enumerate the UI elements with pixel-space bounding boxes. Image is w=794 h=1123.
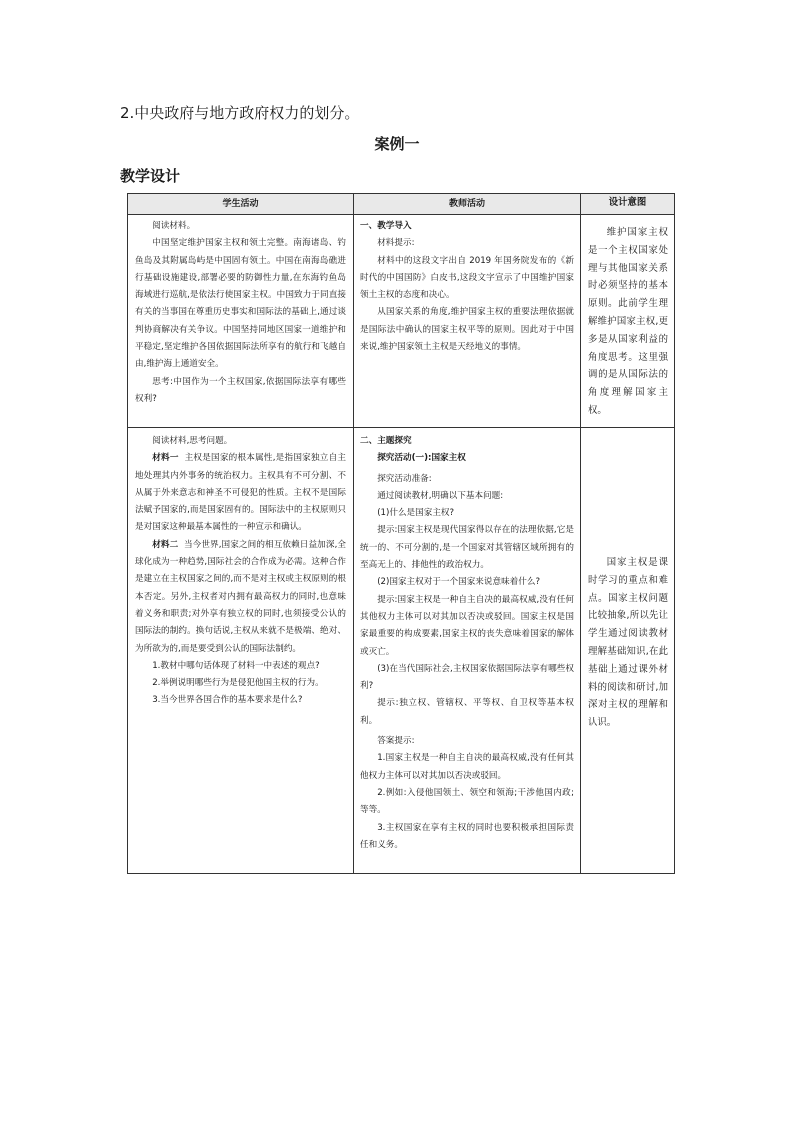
case-title: 案例一 bbox=[374, 135, 420, 153]
student-instruction: 阅读材料,思考问题。 bbox=[152, 436, 233, 446]
row2-student-cell bbox=[135, 433, 346, 871]
answer-2: 2.例如:入侵他国领土、领空和领海;干涉他国内政;等等。 bbox=[360, 787, 574, 816]
material-hint-text: 从国家关系的角度,维护国家主权的重要法理依据就是国际法中确认的国家主权平等的原则。因此对于中国来说,维护国家领土主权是天经地义的事情。 bbox=[360, 307, 574, 353]
student-instruction: 阅读材料。 bbox=[152, 221, 196, 231]
teacher-hint-1: 提示:国家主权是现代国家得以存在的法理依据,它是统一的、不可分割的,是一个国家对其管辖区域所拥有的至高无上的、排他性的政治权力。 bbox=[360, 525, 574, 571]
header-student-activity: 学生活动 bbox=[128, 194, 353, 214]
topic-inquiry-heading: 二、主题探究 bbox=[360, 436, 412, 446]
answer-1: 1.国家主权是一种自主自决的最高权威,没有任何其他权力主体可以对其加以否决或驳回。 bbox=[360, 753, 574, 781]
row1-intent-cell bbox=[588, 224, 668, 430]
row2-teacher-cell bbox=[360, 433, 574, 871]
page-heading: 2.中央政府与地方政府权力的划分。 bbox=[120, 104, 360, 122]
column-divider bbox=[353, 194, 354, 873]
design-intent-text: 维护国家主权是一个主权国家处理与其他国家关系时必须坚持的基本原则。此前学生理解维护国家主权,更多是从国家利益的角度思考。这里强调的是从国际法的角度理解国家主权。 bbox=[588, 227, 668, 416]
teaching-intro-heading: 一、教学导入 bbox=[360, 221, 412, 231]
material-one-text: 主权是国家的根本属性,是指国家独立自主地处理其内外事务的统治权力。主权具有不可分割、不从属于外来意志和神圣不可侵犯的性质。主权不是国际法赋予国家的,而是国家固有的。国际法中的主权原则只是对国家这种最基本属性的一种宣示和确认。 bbox=[135, 453, 346, 533]
answer-hint-label: 答案提示: bbox=[377, 736, 415, 747]
material-two-label: 材料二 bbox=[152, 539, 179, 550]
row1-teacher-cell bbox=[360, 218, 574, 424]
row1-student-cell bbox=[135, 218, 346, 424]
thinking-question: 思考:中国作为一个主权国家,依据国际法享有哪些权利? bbox=[135, 376, 346, 404]
material-hint-label: 材料提示: bbox=[377, 238, 415, 249]
material-hint-text: 材料中的这段文字出自 2019 年国务院发布的《新时代的中国国防》白皮书,这段文字宣示了中国维护国家领土主权的态度和决心。 bbox=[360, 255, 574, 301]
header-teacher-activity: 教师活动 bbox=[354, 194, 580, 214]
activity-heading: 探究活动(一):国家主权 bbox=[377, 453, 466, 464]
material-two-text: 当今世界,国家之间的相互依赖日益加深,全球化成为一种趋势,国际社会的合作成为必需。这种合作是建立在主权国家之间的,而不是对主权或主权原则的根本否定。另外,主权者对内拥有最高权力的同时,也意味着义务和职责;对外享有独立权的同时,也须接受公认的国际法的制约。换句话说,主权从来就不是极端、绝对、为所欲为的,而是要受到公认的国际法制约。 bbox=[135, 539, 346, 654]
row2-intent-cell bbox=[588, 554, 668, 992]
design-intent-text: 国家主权是课时学习的重点和难点。国家主权问题比较抽象,所以先让学生通过阅读教材理解基础知识,在此基础上通过课外材料的阅读和研讨,加深对主权的理解和认识。 bbox=[588, 557, 668, 729]
lesson-design-table bbox=[127, 193, 675, 874]
prep-text: 通过阅读教材,明确以下基本问题: bbox=[377, 490, 504, 501]
teacher-question-1: (1)什么是国家主权? bbox=[377, 508, 455, 519]
section-title: 教学设计 bbox=[120, 167, 181, 185]
student-question-3: 3.当今世界各国合作的基本要求是什么? bbox=[152, 695, 303, 706]
student-question-2: 2.举例说明哪些行为是侵犯他国主权的行为。 bbox=[152, 678, 324, 689]
student-question-1: 1.教材中哪句话体现了材料一中表述的观点? bbox=[152, 660, 320, 671]
material-one-label: 材料一 bbox=[152, 453, 179, 464]
teacher-question-3: (3)在当代国际社会,主权国家依据国际法享有哪些权利? bbox=[360, 663, 574, 692]
teacher-question-2: (2)国家主权对于一个国家来说意味着什么? bbox=[377, 577, 541, 588]
material-one bbox=[135, 450, 346, 536]
material-two bbox=[135, 537, 346, 658]
teacher-hint-2: 提示:国家主权是一种自主自决的最高权威,没有任何其他权力主体可以对其加以否决或驳回。国家主权是国家最重要的构成要素,国家主权的丧失意味着国家的解体或灭亡。 bbox=[360, 594, 574, 657]
header-design-intent: 设计意图 bbox=[581, 194, 674, 214]
prep-label: 探究活动准备: bbox=[377, 473, 432, 484]
column-divider bbox=[580, 194, 581, 873]
teacher-hint-3: 提示:独立权、管辖权、平等权、自卫权等基本权利。 bbox=[360, 698, 574, 726]
material-text: 中国坚定维护国家主权和领土完整。南海诸岛、钓鱼岛及其附属岛屿是中国固有领土。中国在南海岛礁进行基础设施建设,部署必要的防御性力量,在东海钓鱼岛海域进行巡航,是依法行使国家主权。中国致力于同直接有关的当事国在尊重历史事实和国际法的基础上,通过谈判协商解决有关争议。中国坚持同地区国家一道维护和平稳定,坚定维护各国依据国际法所享有的航行和飞越自由,维护海上通道安全。 bbox=[135, 238, 346, 370]
answer-3: 3.主权国家在享有主权的同时也要积极承担国际责任和义务。 bbox=[360, 822, 574, 850]
row-divider bbox=[128, 214, 674, 215]
